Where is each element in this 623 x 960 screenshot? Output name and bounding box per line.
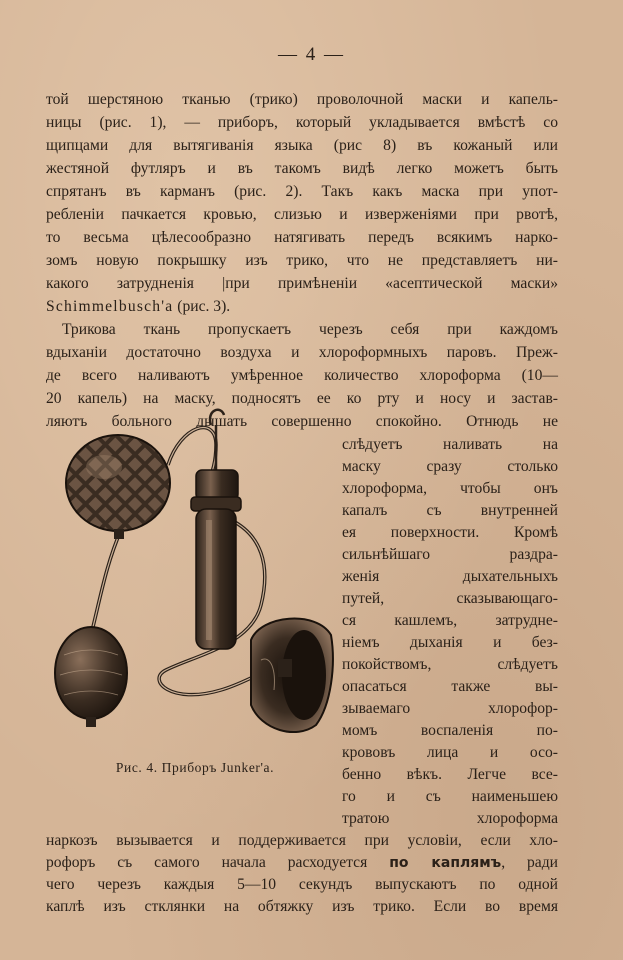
text-line-narrow: го и съ наименьшею <box>342 788 558 805</box>
text-line-narrow: зываемаго хлорофор- <box>342 700 558 717</box>
author-name: Schimmelbusch'a <box>46 298 174 315</box>
text-line: ребленіи пачкается кровью, слизью и изверженіями при рвотѣ, <box>46 206 558 223</box>
text-line: спрятанъ въ карманъ (рис. 2). Такъ какъ маска при упот- <box>46 183 558 200</box>
text-line-narrow: путей, сказывающаго- <box>342 590 558 607</box>
text-line: жестяной футляръ и въ такомъ видѣ легко можетъ быть <box>46 160 558 177</box>
text-line: какого затрудненія |при примѣненіи «асептической маски» <box>46 275 558 292</box>
text-line-narrow: опасаться также вы- <box>342 678 558 695</box>
text-line-narrow: покойствомъ, слѣдуетъ <box>342 656 558 673</box>
text-line-narrow: ся кашлемъ, затрудне- <box>342 612 558 629</box>
text-line: щипцами для вытягиванія языка (рис 8) въ кожаный или <box>46 137 558 154</box>
text-line-narrow: сильнѣйшаго раздра- <box>342 546 558 563</box>
text-line-narrow: слѣдуетъ наливать на <box>342 436 558 453</box>
text-fragment: рофоръ съ самого начала расходуется <box>46 854 368 871</box>
text-line-narrow: крововъ лица и осо- <box>342 744 558 761</box>
text-line-schimmelbusch <box>46 296 558 317</box>
text-line-narrow: маску сразу столько <box>342 458 558 475</box>
text-line: вдыханіи достаточно воздуха и хлороформныхъ паровъ. Преж- <box>46 344 558 361</box>
text-line: чего черезъ каждыя 5—10 секундъ выпускаютъ по одной <box>46 876 558 893</box>
junker-apparatus-illustration <box>46 405 336 750</box>
page-number: — 4 — <box>278 44 345 65</box>
text-line-narrow: бенно вѣкъ. Легче все- <box>342 766 558 783</box>
text-line-narrow: момъ воспаленія по- <box>342 722 558 739</box>
text-line-narrow: тратою хлороформа <box>342 810 558 827</box>
text-line: де всего наливаютъ умѣренное количество хлороформа (10— <box>46 367 558 384</box>
text-line: 20 капель) на маску, подносятъ ее ко рту и носу и застав- <box>46 390 558 407</box>
figure-caption: Рис. 4. Приборъ Junker'a. <box>115 760 275 775</box>
text-line: ляютъ больного дышать совершенно спокойно. Отнюдь не <box>46 413 558 430</box>
text-line: зомъ новую покрышку изъ трико, что не представляетъ ни- <box>46 252 558 269</box>
text-line: каплѣ изъ стклянки на обтяжку изъ трико. Если во время <box>46 898 558 915</box>
text-fragment: (рис. 3). <box>173 298 231 315</box>
text-line: наркозъ вызывается и поддерживается при условіи, если хло- <box>46 832 558 849</box>
text-line-narrow: женія дыхательныхъ <box>342 568 558 585</box>
text-line-narrow: ея поверхности. Кромѣ <box>342 524 558 541</box>
text-line-with-emphasis <box>46 852 558 873</box>
text-line-narrow: хлороформа, чтобы онъ <box>342 480 558 497</box>
text-line: Трикова ткань пропускаетъ черезъ себя при каждомъ <box>62 321 558 338</box>
text-line: ницы (рис. 1), — приборъ, который укладывается вмѣстѣ со <box>46 114 558 131</box>
text-line-narrow: капалъ съ внутренней <box>342 502 558 519</box>
text-line-narrow: ніемъ дыханія и без- <box>342 634 558 651</box>
text-line: той шерстяною тканью (трико) проволочной маски и капель- <box>46 91 558 108</box>
text-fragment: , ради <box>501 854 559 871</box>
text-line: то весьма цѣлесообразно натягивать передъ всякимъ нарко- <box>46 229 558 246</box>
emphasis-phrase: по каплямъ <box>389 855 502 871</box>
